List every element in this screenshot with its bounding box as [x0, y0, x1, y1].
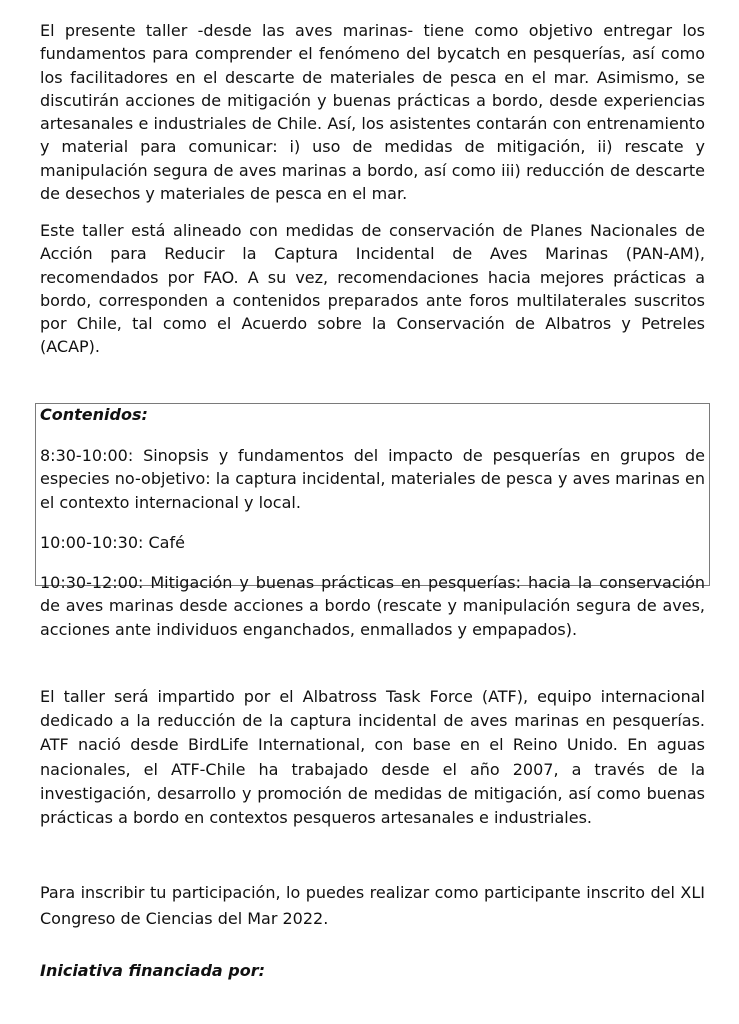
- schedule-item: 10:00-10:30: Café: [40, 533, 185, 552]
- registration-paragraph: Para inscribir tu participación, lo puedes realizar como participante inscrito del XLI Congreso de Ciencias del Mar 2022.: [40, 883, 705, 928]
- schedule-item: 10:30-12:00: Mitigación y buenas prácticas en pesquerías: hacia la conservación de aves marinas desde acciones a bordo (rescate y manipulación segura de aves, acciones ante individuos enganchados, enmallados y empapados).: [40, 573, 705, 639]
- instructors-paragraph: El taller será impartido por el Albatross Task Force (ATF), equipo internacional dedicado a la reducción de la captura incidental de aves marinas en pesquerías. ATF nació desde BirdLife International, con base en el Reino Unido. En aguas nacionales, el ATF-Chile ha trabajado desde el año 2007, a través de la investigación, desarrollo y promoción de medidas de mitigación, así como buenas prácticas a bordo en contextos pesqueros artesanales e industriales.: [40, 687, 705, 828]
- alignment-paragraph: Este taller está alineado con medidas de conservación de Planes Nacionales de Acción para Reducir la Captura Incidental de Aves Marinas (PAN-AM), recomendados por FAO. A su vez, recomendaciones hacia mejores prácticas a bordo, corresponden a contenidos preparados ante foros multilaterales suscritos por Chile, tal como el Acuerdo sobre la Conservación de Albatros y Petreles (ACAP).: [40, 221, 705, 357]
- funding-label: Iniciativa financiada por:: [40, 961, 266, 980]
- schedule-item: 8:30-10:00: Sinopsis y fundamentos del impacto de pesquerías en grupos de especies no-objetivo: la captura incidental, materiales de pesca y aves marinas en el contexto internacional y local.: [40, 446, 705, 512]
- intro-paragraph: El presente taller -desde las aves marinas- tiene como objetivo entregar los fundamentos para comprender el fenómeno del bycatch en pesquerías, así como los facilitadores en el descarte de materiales de pesca en el mar. Asimismo, se discutirán acciones de mitigación y buenas prácticas a bordo, desde experiencias artesanales e industriales de Chile. Así, los asistentes contarán con entrenamiento y material para comunicar: i) uso de medidas de mitigación, ii) rescate y manipulación segura de aves marinas a bordo, así como iii) reducción de descarte de desechos y materiales de pesca en el mar.: [40, 21, 705, 204]
- contents-title: Contenidos:: [40, 405, 148, 424]
